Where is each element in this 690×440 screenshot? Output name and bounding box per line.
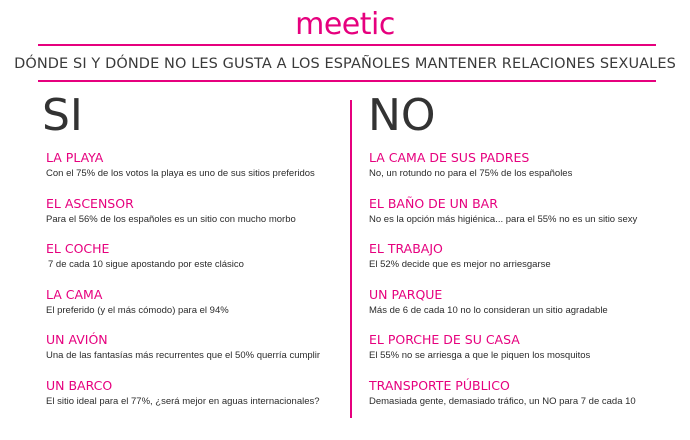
si-item-description: Una de las fantasías más recurrentes que el 50% querría cumplir <box>46 350 321 361</box>
no-column-heading: NO <box>368 90 436 141</box>
si-item-title: UN AVIÓN <box>46 332 108 347</box>
page-title: DÓNDE SI Y DÓNDE NO LES GUSTA A LOS ESPAÑOLES MANTENER RELACIONES SEXUALES <box>14 56 676 72</box>
si-item-description: Para el 56% de los españoles es un sitio con mucho morbo <box>46 213 296 225</box>
si-item <box>46 287 346 333</box>
si-item <box>46 150 346 196</box>
si-item-title: UN BARCO <box>46 377 113 393</box>
no-item <box>369 241 669 287</box>
no-item-description: Más de 6 de cada 10 no lo consideran un sitio agradable <box>369 304 608 316</box>
si-item-description: El sitio ideal para el 77%, ¿será mejor en aguas internacionales? <box>46 395 320 407</box>
no-item-title: UN PARQUE <box>369 286 443 302</box>
column-divider <box>350 100 352 418</box>
no-item-title: EL TRABAJO <box>369 241 443 256</box>
no-item-description: No, un rotundo no para el 75% de los españoles <box>369 168 573 179</box>
si-item <box>46 332 346 378</box>
meetic-logo: meetic <box>295 7 395 42</box>
no-item-description: No es la opción más higiénica... para el 55% no es un sitio sexy <box>369 213 638 225</box>
si-item-description: El preferido (y el más cómodo) para el 94% <box>46 304 229 316</box>
no-item-description: Demasiada gente, demasiado tráfico, un NO para 7 de cada 10 <box>369 395 636 407</box>
si-item-title: EL ASCENSOR <box>46 195 134 211</box>
no-item-description: El 52% decide que es mejor no arriesgarse <box>369 259 551 270</box>
title-divider-line <box>38 80 656 82</box>
no-item-title: EL PORCHE DE SU CASA <box>369 332 520 347</box>
si-item <box>46 241 346 287</box>
si-item <box>46 378 346 424</box>
si-column-heading: SI <box>42 90 83 141</box>
no-item <box>369 196 669 242</box>
no-item-title: TRANSPORTE PÚBLICO <box>369 377 510 393</box>
si-item-description: 7 de cada 10 sigue apostando por este clásico <box>48 259 244 270</box>
no-list <box>369 150 669 423</box>
no-item <box>369 150 669 196</box>
no-item-title: EL BAÑO DE UN BAR <box>369 195 498 211</box>
si-item <box>46 196 346 242</box>
si-item-title: LA CAMA <box>46 286 103 302</box>
no-item-title: LA CAMA DE SUS PADRES <box>369 150 530 165</box>
no-item-description: El 55% no se arriesga a que le piquen los mosquitos <box>369 350 591 361</box>
top-divider-line <box>38 44 656 46</box>
no-item <box>369 287 669 333</box>
no-item <box>369 332 669 378</box>
si-list <box>46 150 346 423</box>
si-item-title: EL COCHE <box>46 241 110 256</box>
si-item-description: Con el 75% de los votos la playa es uno de sus sitios preferidos <box>46 168 315 179</box>
no-item <box>369 378 669 424</box>
si-item-title: LA PLAYA <box>46 150 104 165</box>
